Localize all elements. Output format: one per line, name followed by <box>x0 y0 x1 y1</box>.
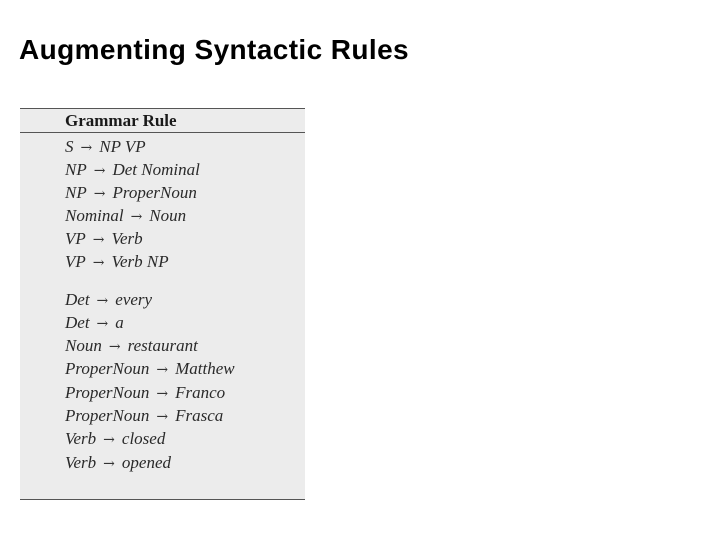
rule-rhs: opened <box>121 453 171 472</box>
grammar-rule-row <box>65 404 223 427</box>
grammar-rule-row <box>65 334 198 357</box>
rule-arrow: → <box>93 186 106 202</box>
rule-lhs: NP <box>65 160 87 179</box>
rule-lhs: Nominal <box>65 206 124 225</box>
grammar-rule-row <box>65 381 225 404</box>
rule-lhs: NP <box>65 183 87 202</box>
grammar-rule-row <box>65 250 169 273</box>
rule-lhs: ProperNoun <box>65 383 150 402</box>
grammar-rule-row <box>65 135 146 158</box>
rule-rhs: every <box>115 290 153 309</box>
grammar-rule-row <box>65 357 235 380</box>
rule-rhs: Det Nominal <box>112 160 200 179</box>
rule-rhs: NP VP <box>99 137 146 156</box>
table-header-label: Grammar Rule <box>65 111 177 130</box>
rule-lhs: Det <box>65 290 90 309</box>
rule-lhs: Verb <box>65 429 97 448</box>
rule-lhs: Det <box>65 313 90 332</box>
rule-arrow: → <box>92 232 105 248</box>
grammar-rule-row <box>65 451 171 474</box>
rule-rhs: Verb <box>111 229 143 248</box>
grammar-rule-row <box>65 204 186 227</box>
rule-rhs: Noun <box>149 206 187 225</box>
rule-lhs: Verb <box>65 453 97 472</box>
rule-lhs: VP <box>65 252 86 271</box>
slide-title: Augmenting Syntactic Rules <box>19 34 410 65</box>
rule-arrow: → <box>103 456 115 472</box>
rule-arrow: → <box>93 163 106 179</box>
rule-rhs: ProperNoun <box>112 183 197 202</box>
grammar-rule-row <box>65 181 197 204</box>
rule-rhs: Verb NP <box>111 252 169 271</box>
rule-arrow: → <box>92 255 105 271</box>
grammar-rule-row <box>65 288 152 311</box>
rule-arrow: → <box>108 339 121 355</box>
rule-rhs: Frasca <box>175 406 224 425</box>
rule-rhs: closed <box>121 429 166 448</box>
rule-arrow: → <box>130 209 143 225</box>
rule-arrow: → <box>96 316 109 332</box>
rule-arrow: → <box>103 432 115 448</box>
grammar-rule-row <box>65 427 165 450</box>
rule-arrow: → <box>80 140 93 156</box>
rule-arrow: → <box>96 293 109 309</box>
rule-lhs: VP <box>65 229 86 248</box>
rule-lhs: ProperNoun <box>65 359 150 378</box>
rule-arrow: → <box>156 409 169 425</box>
grammar-rule-table <box>20 108 305 500</box>
rule-lhs: S <box>65 137 74 156</box>
rule-rhs: Matthew <box>175 359 235 378</box>
table-header <box>20 109 305 133</box>
rule-arrow: → <box>156 386 169 402</box>
grammar-rule-row <box>65 227 143 250</box>
rule-lhs: ProperNoun <box>65 406 150 425</box>
rule-rhs: restaurant <box>127 336 198 355</box>
rule-arrow: → <box>156 362 169 378</box>
grammar-rule-row <box>65 311 124 334</box>
rule-lhs: Noun <box>65 336 102 355</box>
rule-rhs: Franco <box>175 383 226 402</box>
rule-rhs: a <box>115 313 124 332</box>
grammar-rule-row <box>65 158 200 181</box>
